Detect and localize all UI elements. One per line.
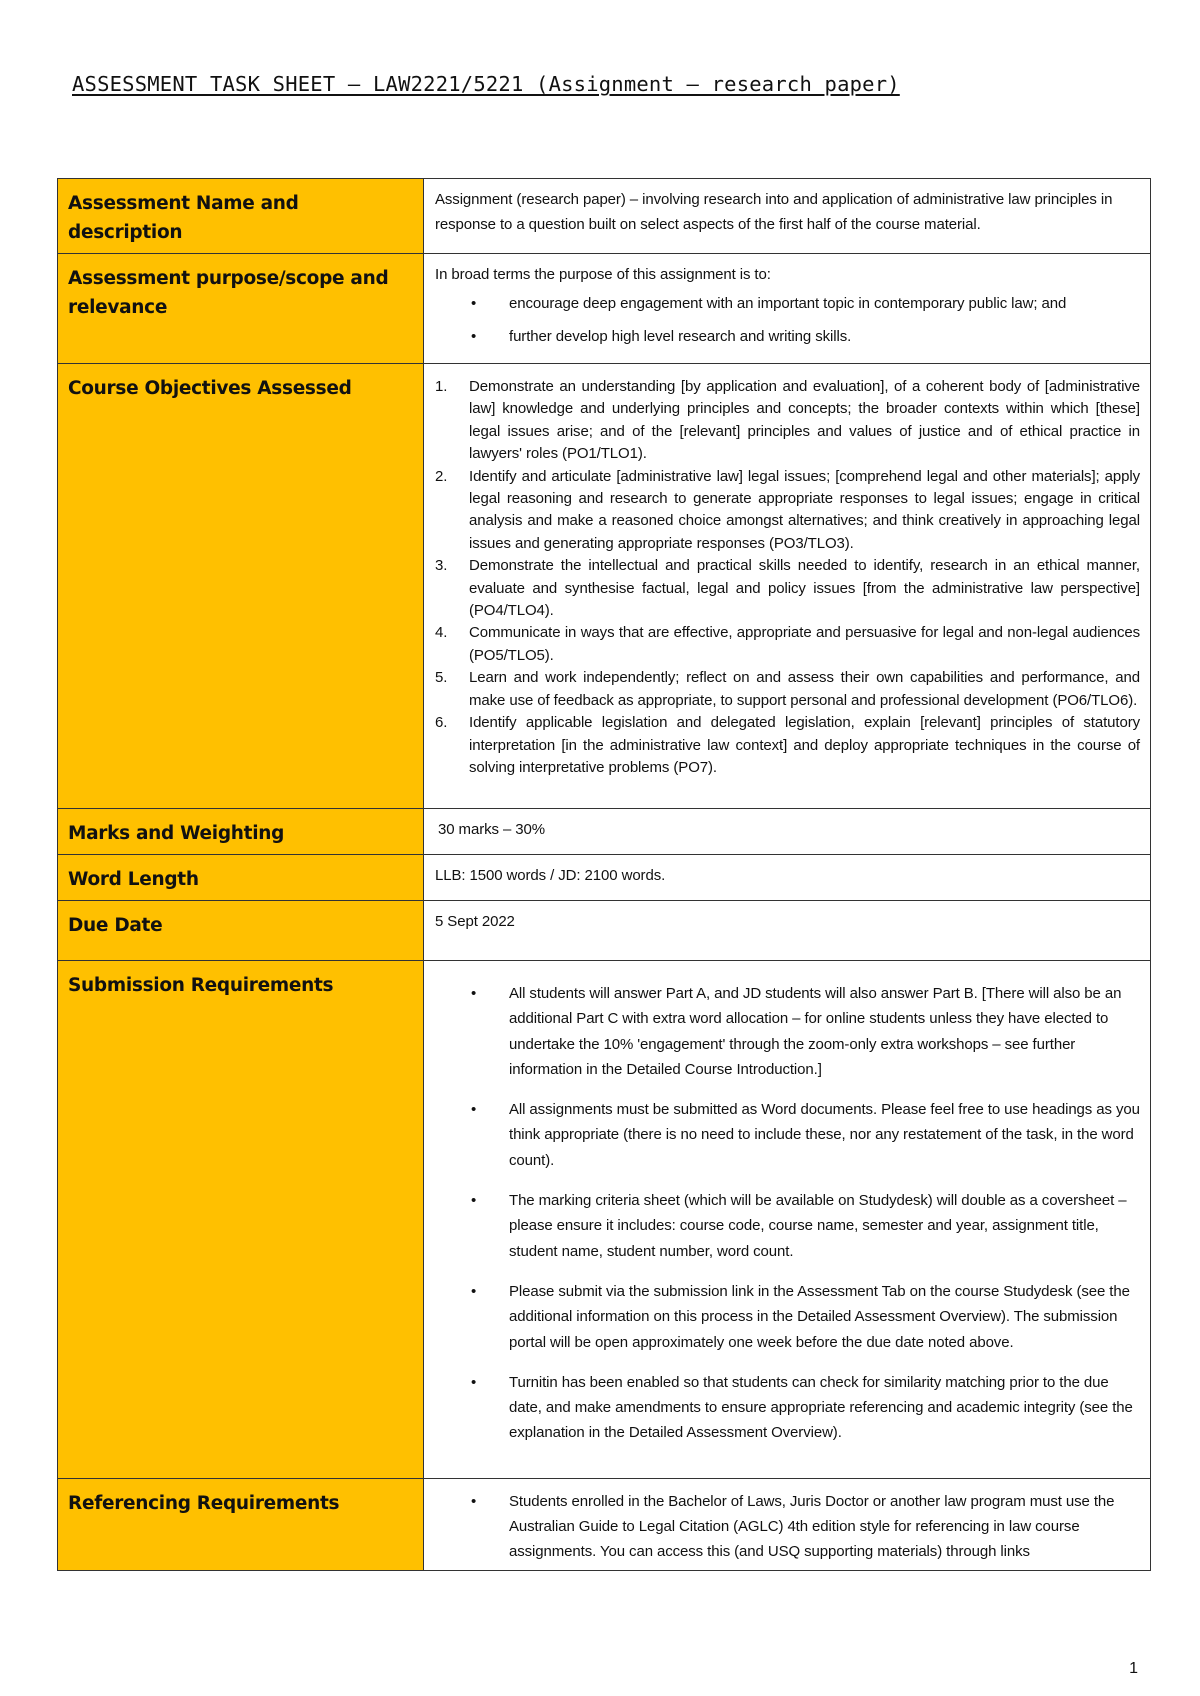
word-length-value: LLB: 1500 words / JD: 2100 words. [435, 867, 666, 884]
row-value-marks [424, 809, 1151, 855]
row-value-submission [424, 961, 1151, 1479]
row-label-marks: Marks and Weighting [58, 809, 424, 855]
row-label-purpose: Assessment purpose/scope and relevance [58, 254, 424, 364]
objective-text: Communicate in ways that are effective, appropriate and persuasive for legal and non-legal audiences (PO5/TLO5). [469, 624, 1140, 664]
referencing-list [435, 1489, 1140, 1564]
due-date-value: 5 Sept 2022 [435, 913, 515, 930]
row-label-referencing: Referencing Requirements [58, 1479, 424, 1571]
page-title: ASSESSMENT TASK SHEET – LAW2221/5221 (Assignment – research paper) [72, 72, 900, 96]
submission-list [435, 981, 1140, 1446]
list-item: • Please submit via the submission link in the Assessment Tab on the course Studydesk (see the additional information on this process in the Detailed Assessment Overview). The submission portal will be open approximately one week before the due date noted above. [435, 1279, 1140, 1355]
row-value-due-date [424, 901, 1151, 961]
objectives-list [435, 376, 1140, 779]
list-item: • The marking criteria sheet (which will be available on Studydesk) will double as a coversheet – please ensure it includes: course code, course name, semester and year, assignment title, student name, student number, word count. [435, 1188, 1140, 1264]
row-label-objectives: Course Objectives Assessed [58, 364, 424, 809]
table-row [58, 961, 1151, 1479]
list-item [435, 466, 1140, 556]
list-number: 6. [435, 714, 448, 732]
table-row [58, 901, 1151, 961]
row-label-word-length: Word Length [58, 855, 424, 901]
list-item [435, 712, 1140, 779]
list-number: 1. [435, 378, 448, 395]
list-item [435, 667, 1140, 712]
row-label-name: Assessment Name and description [58, 179, 424, 254]
page-number: 1 [1129, 1660, 1138, 1677]
row-value-referencing [424, 1479, 1151, 1571]
marks-value: 30 marks – 30% [438, 821, 545, 838]
row-value-objectives [424, 364, 1151, 809]
objective-text: Identify and articulate [administrative law] legal issues; [comprehend legal and other materials]; apply legal reasoning and research to generate appropriate responses to legal issues; engage in critical analysis and make a reasoned choice amongst alternatives; and think creatively in approaching legal issues and generating appropriate responses (PO3/TLO3). [469, 467, 1140, 552]
table-row [58, 1479, 1151, 1571]
list-item [435, 622, 1140, 667]
list-number: 5. [435, 669, 448, 687]
purpose-list [435, 291, 1140, 349]
row-label-due-date: Due Date [58, 901, 424, 961]
list-item: • encourage deep engagement with an important topic in contemporary public law; and [435, 291, 1140, 316]
list-item: • Turnitin has been enabled so that students can check for similarity matching prior to the due date, and make amendments to ensure appropriate referencing and academic integrity (see the explanation in the Detailed Assessment Overview). [435, 1370, 1140, 1446]
list-item: • All students will answer Part A, and JD students will also answer Part B. [There will also be an additional Part C with extra word allocation – for online students unless they have elected to undertake the 10% 'engagement' through the zoom-only extra workshops – see further information in the Detailed Course Introduction.] [435, 981, 1140, 1082]
table-row [58, 179, 1151, 254]
table-row [58, 364, 1151, 809]
list-number: 2. [435, 467, 448, 485]
assessment-table [57, 178, 1151, 1571]
list-item: • All assignments must be submitted as Word documents. Please feel free to use headings as you think appropriate (there is no need to include these, nor any restatement of the task, in the word count). [435, 1097, 1140, 1173]
list-number: 4. [435, 624, 448, 642]
row-label-submission: Submission Requirements [58, 961, 424, 1479]
row-value-purpose [424, 254, 1151, 364]
list-number: 3. [435, 557, 448, 575]
table-row [58, 254, 1151, 364]
row-value-name [424, 179, 1151, 254]
list-item: • Students enrolled in the Bachelor of Laws, Juris Doctor or another law program must use the Australian Guide to Legal Citation (AGLC) 4th edition style for referencing in law course assignments. You can access this (and USQ supporting materials) through links [435, 1489, 1140, 1564]
assessment-description: Assignment (research paper) – involving research into and application of administrative law principles in response to a question built on select aspects of the first half of the course material. [435, 191, 1113, 233]
row-value-word-length [424, 855, 1151, 901]
table-row [58, 855, 1151, 901]
list-item [435, 376, 1140, 466]
list-item [435, 555, 1140, 622]
objective-text: Demonstrate an understanding [by application and evaluation], of a coherent body of [administrative law] knowledge and underlying principles and concepts; the broader contexts within which [these] legal issues arise; and of the [relevant] principles and values of justice and of ethical practice in lawyers' roles (PO1/TLO1). [469, 378, 1140, 463]
table-row [58, 809, 1151, 855]
purpose-intro: In broad terms the purpose of this assignment is to: [435, 266, 771, 283]
objective-text: Learn and work independently; reflect on and assess their own capabilities and performance, and make use of feedback as appropriate, to support personal and professional development (PO6/TLO6). [469, 669, 1140, 709]
objective-text: Identify applicable legislation and delegated legislation, explain [relevant] principles of statutory interpretation [in the administrative law context] and deploy appropriate techniques in the course of solving interpretative problems (PO7). [469, 714, 1140, 776]
list-item: • further develop high level research and writing skills. [435, 324, 1140, 349]
objective-text: Demonstrate the intellectual and practical skills needed to identify, research in an ethical manner, evaluate and synthesise factual, legal and policy issues [from the administrative law perspective] (PO4/TLO4). [469, 557, 1140, 620]
